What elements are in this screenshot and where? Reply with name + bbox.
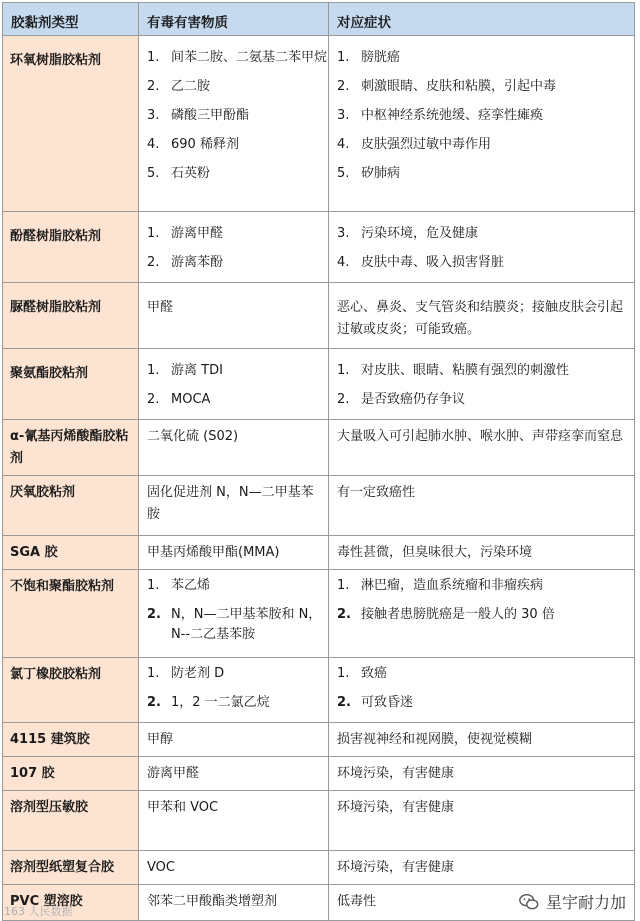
symptoms-cell bbox=[329, 36, 635, 212]
item-text: 石英粉 bbox=[171, 166, 211, 181]
adhesive-type: 溶剂型纸塑复合胶 bbox=[10, 860, 115, 875]
symptoms-cell bbox=[329, 536, 635, 570]
symptom-text: 恶心、鼻炎、支气管炎和结膜炎；接触皮肤会引起过敏或皮炎；可能致癌。 bbox=[337, 300, 624, 337]
item-number: 1. bbox=[147, 666, 160, 681]
symptom-text: 环境污染，有害健康 bbox=[337, 800, 455, 815]
list-item bbox=[329, 576, 634, 596]
symptoms-cell bbox=[329, 723, 635, 757]
symptoms-cell bbox=[329, 658, 635, 723]
item-text: 皮肤中毒、吸入损害肾脏 bbox=[361, 255, 505, 270]
item-number: 2. bbox=[337, 607, 351, 622]
list-item bbox=[139, 48, 328, 68]
item-text: 游离甲醛 bbox=[171, 226, 224, 241]
symptoms-cell bbox=[329, 212, 635, 283]
item-text: 对皮肤、眼睛、粘膜有强烈的刺激性 bbox=[361, 363, 570, 378]
table-row bbox=[3, 757, 635, 791]
item-text: 中枢神经系统弛缓、痉挛性瘫痪 bbox=[361, 108, 544, 123]
type-cell bbox=[3, 723, 139, 757]
substance-text: 游离甲醛 bbox=[147, 766, 200, 781]
substances-cell bbox=[139, 283, 329, 349]
item-number: 4. bbox=[337, 255, 350, 270]
item-text: 刺激眼睛、皮肤和粘膜，引起中毒 bbox=[361, 79, 557, 94]
symptoms-cell bbox=[329, 420, 635, 476]
watermark bbox=[518, 890, 626, 913]
substances-cell bbox=[139, 851, 329, 885]
header-substances: 有毒有害物质 bbox=[147, 15, 228, 31]
type-cell bbox=[3, 36, 139, 212]
list-item bbox=[139, 361, 328, 381]
symptoms-cell bbox=[329, 791, 635, 851]
table-row bbox=[3, 420, 635, 476]
item-text: N，N—二甲基苯胺和 N，N--二乙基苯胺 bbox=[171, 607, 322, 642]
type-cell bbox=[3, 851, 139, 885]
substances-cell bbox=[139, 791, 329, 851]
list-item bbox=[329, 77, 634, 97]
item-text: 690 稀释剂 bbox=[171, 137, 239, 152]
item-text: 淋巴瘤，造血系统瘤和非瘤疾病 bbox=[361, 578, 544, 593]
item-number: 3. bbox=[337, 108, 350, 123]
list-item bbox=[139, 390, 328, 410]
table-row bbox=[3, 791, 635, 851]
adhesive-type: 溶剂型压敏胶 bbox=[10, 800, 89, 815]
substances-cell bbox=[139, 420, 329, 476]
item-number: 2. bbox=[337, 79, 350, 94]
table-row bbox=[3, 658, 635, 723]
table-row bbox=[3, 36, 635, 212]
type-cell bbox=[3, 757, 139, 791]
adhesive-type: α-氰基丙烯酸酯胶粘剂 bbox=[10, 429, 129, 466]
item-number: 2. bbox=[147, 255, 160, 270]
item-text: 防老剂 D bbox=[171, 666, 225, 681]
item-text: 矽肺病 bbox=[361, 166, 401, 181]
item-text: 游离苯酚 bbox=[171, 255, 224, 270]
item-text: 可致昏迷 bbox=[361, 695, 414, 710]
item-text: 间苯二胺、二氨基二苯甲烷 bbox=[171, 50, 328, 65]
list-item bbox=[329, 361, 634, 381]
item-number: 1. bbox=[337, 666, 350, 681]
substance-text: 甲醇 bbox=[147, 732, 174, 747]
list-item bbox=[139, 77, 328, 97]
header-symptoms: 对应症状 bbox=[337, 15, 391, 31]
adhesive-type: SGA 胶 bbox=[10, 545, 58, 560]
substance-text: 甲基丙烯酸甲酯(MMA) bbox=[147, 545, 280, 560]
item-number: 2. bbox=[147, 607, 161, 622]
list-item bbox=[329, 164, 634, 184]
substances-cell bbox=[139, 570, 329, 658]
list-item bbox=[139, 253, 328, 273]
item-text: 接触者患膀胱癌是一般人的 30 倍 bbox=[361, 607, 555, 622]
item-number: 3. bbox=[147, 108, 160, 123]
substances-cell bbox=[139, 536, 329, 570]
substances-cell bbox=[139, 658, 329, 723]
item-number: 5. bbox=[147, 166, 160, 181]
item-text: 是否致癌仍存争议 bbox=[361, 392, 466, 407]
table-row bbox=[3, 570, 635, 658]
type-cell bbox=[3, 791, 139, 851]
item-number: 4. bbox=[147, 137, 160, 152]
table-row bbox=[3, 476, 635, 536]
list-item bbox=[139, 664, 328, 684]
watermark-secondary: 163 人民数据 bbox=[4, 905, 73, 918]
type-cell bbox=[3, 420, 139, 476]
adhesive-type: 107 胶 bbox=[10, 766, 55, 781]
adhesive-type: 酚醛树脂胶粘剂 bbox=[10, 229, 102, 244]
substances-cell bbox=[139, 885, 329, 921]
adhesive-type: 环氧树脂胶粘剂 bbox=[10, 53, 102, 68]
substance-text: 甲苯和 VOC bbox=[147, 800, 219, 815]
type-cell bbox=[3, 212, 139, 283]
symptoms-cell bbox=[329, 851, 635, 885]
list-item bbox=[329, 693, 634, 713]
list-item bbox=[329, 106, 634, 126]
item-number: 4. bbox=[337, 137, 350, 152]
item-number: 1. bbox=[147, 363, 160, 378]
list-item bbox=[139, 135, 328, 155]
list-item bbox=[329, 253, 634, 273]
substances-cell bbox=[139, 476, 329, 536]
type-cell bbox=[3, 658, 139, 723]
symptoms-cell bbox=[329, 570, 635, 658]
item-number: 2. bbox=[147, 392, 160, 407]
table-row bbox=[3, 851, 635, 885]
item-number: 2. bbox=[337, 695, 351, 710]
table-row bbox=[3, 723, 635, 757]
substance-text: 二氧化硫 (S02) bbox=[147, 429, 239, 444]
list-item bbox=[139, 605, 328, 645]
item-number: 1. bbox=[337, 363, 350, 378]
adhesive-type: 聚氨酯胶粘剂 bbox=[10, 366, 89, 381]
item-number: 3. bbox=[337, 226, 350, 241]
adhesive-type: PVC 塑溶胶 bbox=[10, 894, 83, 909]
symptom-text: 大量吸入可引起肺水肿、喉水肿、声带痉挛而窒息 bbox=[337, 429, 624, 444]
item-text: 致癌 bbox=[361, 666, 388, 681]
adhesive-type: 不饱和聚酯胶粘剂 bbox=[10, 579, 115, 594]
symptoms-cell bbox=[329, 283, 635, 349]
item-number: 1. bbox=[147, 578, 160, 593]
symptom-text: 低毒性 bbox=[337, 894, 377, 909]
table-row bbox=[3, 212, 635, 283]
substance-text: 邻苯二甲酸酯类增塑剂 bbox=[147, 894, 278, 909]
list-item bbox=[139, 224, 328, 244]
header-type: 胶黏剂类型 bbox=[11, 15, 79, 31]
type-cell bbox=[3, 349, 139, 420]
header-cell bbox=[329, 3, 635, 36]
symptom-text: 环境污染，有害健康 bbox=[337, 860, 455, 875]
adhesive-type: 厌氧胶粘剂 bbox=[10, 485, 76, 500]
table-row bbox=[3, 349, 635, 420]
item-number: 5. bbox=[337, 166, 350, 181]
item-number: 1. bbox=[337, 50, 350, 65]
list-item bbox=[139, 576, 328, 596]
list-item bbox=[329, 390, 634, 410]
substance-text: 固化促进剂 N，N—二甲基苯胺 bbox=[147, 485, 314, 522]
adhesive-hazard-table bbox=[2, 2, 635, 921]
type-cell bbox=[3, 476, 139, 536]
symptom-text: 有一定致癌性 bbox=[337, 485, 416, 500]
table-row bbox=[3, 536, 635, 570]
table-row bbox=[3, 283, 635, 349]
item-text: 苯乙烯 bbox=[171, 578, 211, 593]
substances-cell bbox=[139, 723, 329, 757]
item-text: 膀胱癌 bbox=[361, 50, 401, 65]
item-number: 1. bbox=[337, 578, 350, 593]
item-text: 皮肤强烈过敏中毒作用 bbox=[361, 137, 492, 152]
type-cell bbox=[3, 536, 139, 570]
item-number: 1. bbox=[147, 226, 160, 241]
list-item bbox=[329, 135, 634, 155]
list-item bbox=[139, 106, 328, 126]
substance-text: VOC bbox=[147, 860, 175, 875]
header-cell bbox=[139, 3, 329, 36]
symptoms-cell bbox=[329, 349, 635, 420]
item-number: 2. bbox=[337, 392, 350, 407]
symptom-text: 环境污染，有害健康 bbox=[337, 766, 455, 781]
watermark-text: 星宇耐力加 bbox=[545, 893, 626, 912]
item-text: 1，2 一二氯乙烷 bbox=[171, 695, 270, 710]
symptom-text: 损害视神经和视网膜，使视觉模糊 bbox=[337, 732, 533, 747]
item-number: 2. bbox=[147, 79, 160, 94]
list-item bbox=[329, 664, 634, 684]
header-row bbox=[3, 3, 635, 36]
adhesive-type: 4115 建筑胶 bbox=[10, 732, 90, 747]
header-cell bbox=[3, 3, 139, 36]
item-text: 乙二胺 bbox=[171, 79, 211, 94]
list-item bbox=[329, 224, 634, 244]
list-item bbox=[139, 164, 328, 184]
symptoms-cell bbox=[329, 757, 635, 791]
substance-text: 甲醛 bbox=[147, 300, 174, 315]
list-item bbox=[329, 48, 634, 68]
item-number: 2. bbox=[147, 695, 161, 710]
item-number: 1. bbox=[147, 50, 160, 65]
substances-cell bbox=[139, 212, 329, 283]
substances-cell bbox=[139, 349, 329, 420]
item-text: 游离 TDI bbox=[171, 363, 223, 378]
wechat-icon bbox=[518, 891, 540, 913]
type-cell bbox=[3, 570, 139, 658]
substances-cell bbox=[139, 36, 329, 212]
type-cell bbox=[3, 283, 139, 349]
list-item bbox=[139, 693, 328, 713]
adhesive-type: 脲醛树脂胶粘剂 bbox=[10, 300, 102, 315]
item-text: 污染环境，危及健康 bbox=[361, 226, 479, 241]
symptoms-cell bbox=[329, 476, 635, 536]
symptom-text: 毒性甚微，但臭味很大，污染环境 bbox=[337, 545, 533, 560]
item-text: MOCA bbox=[171, 392, 211, 407]
list-item bbox=[329, 605, 634, 625]
substances-cell bbox=[139, 757, 329, 791]
item-text: 磷酸三甲酚酯 bbox=[171, 108, 250, 123]
adhesive-type: 氯丁橡胶胶粘剂 bbox=[10, 667, 102, 682]
